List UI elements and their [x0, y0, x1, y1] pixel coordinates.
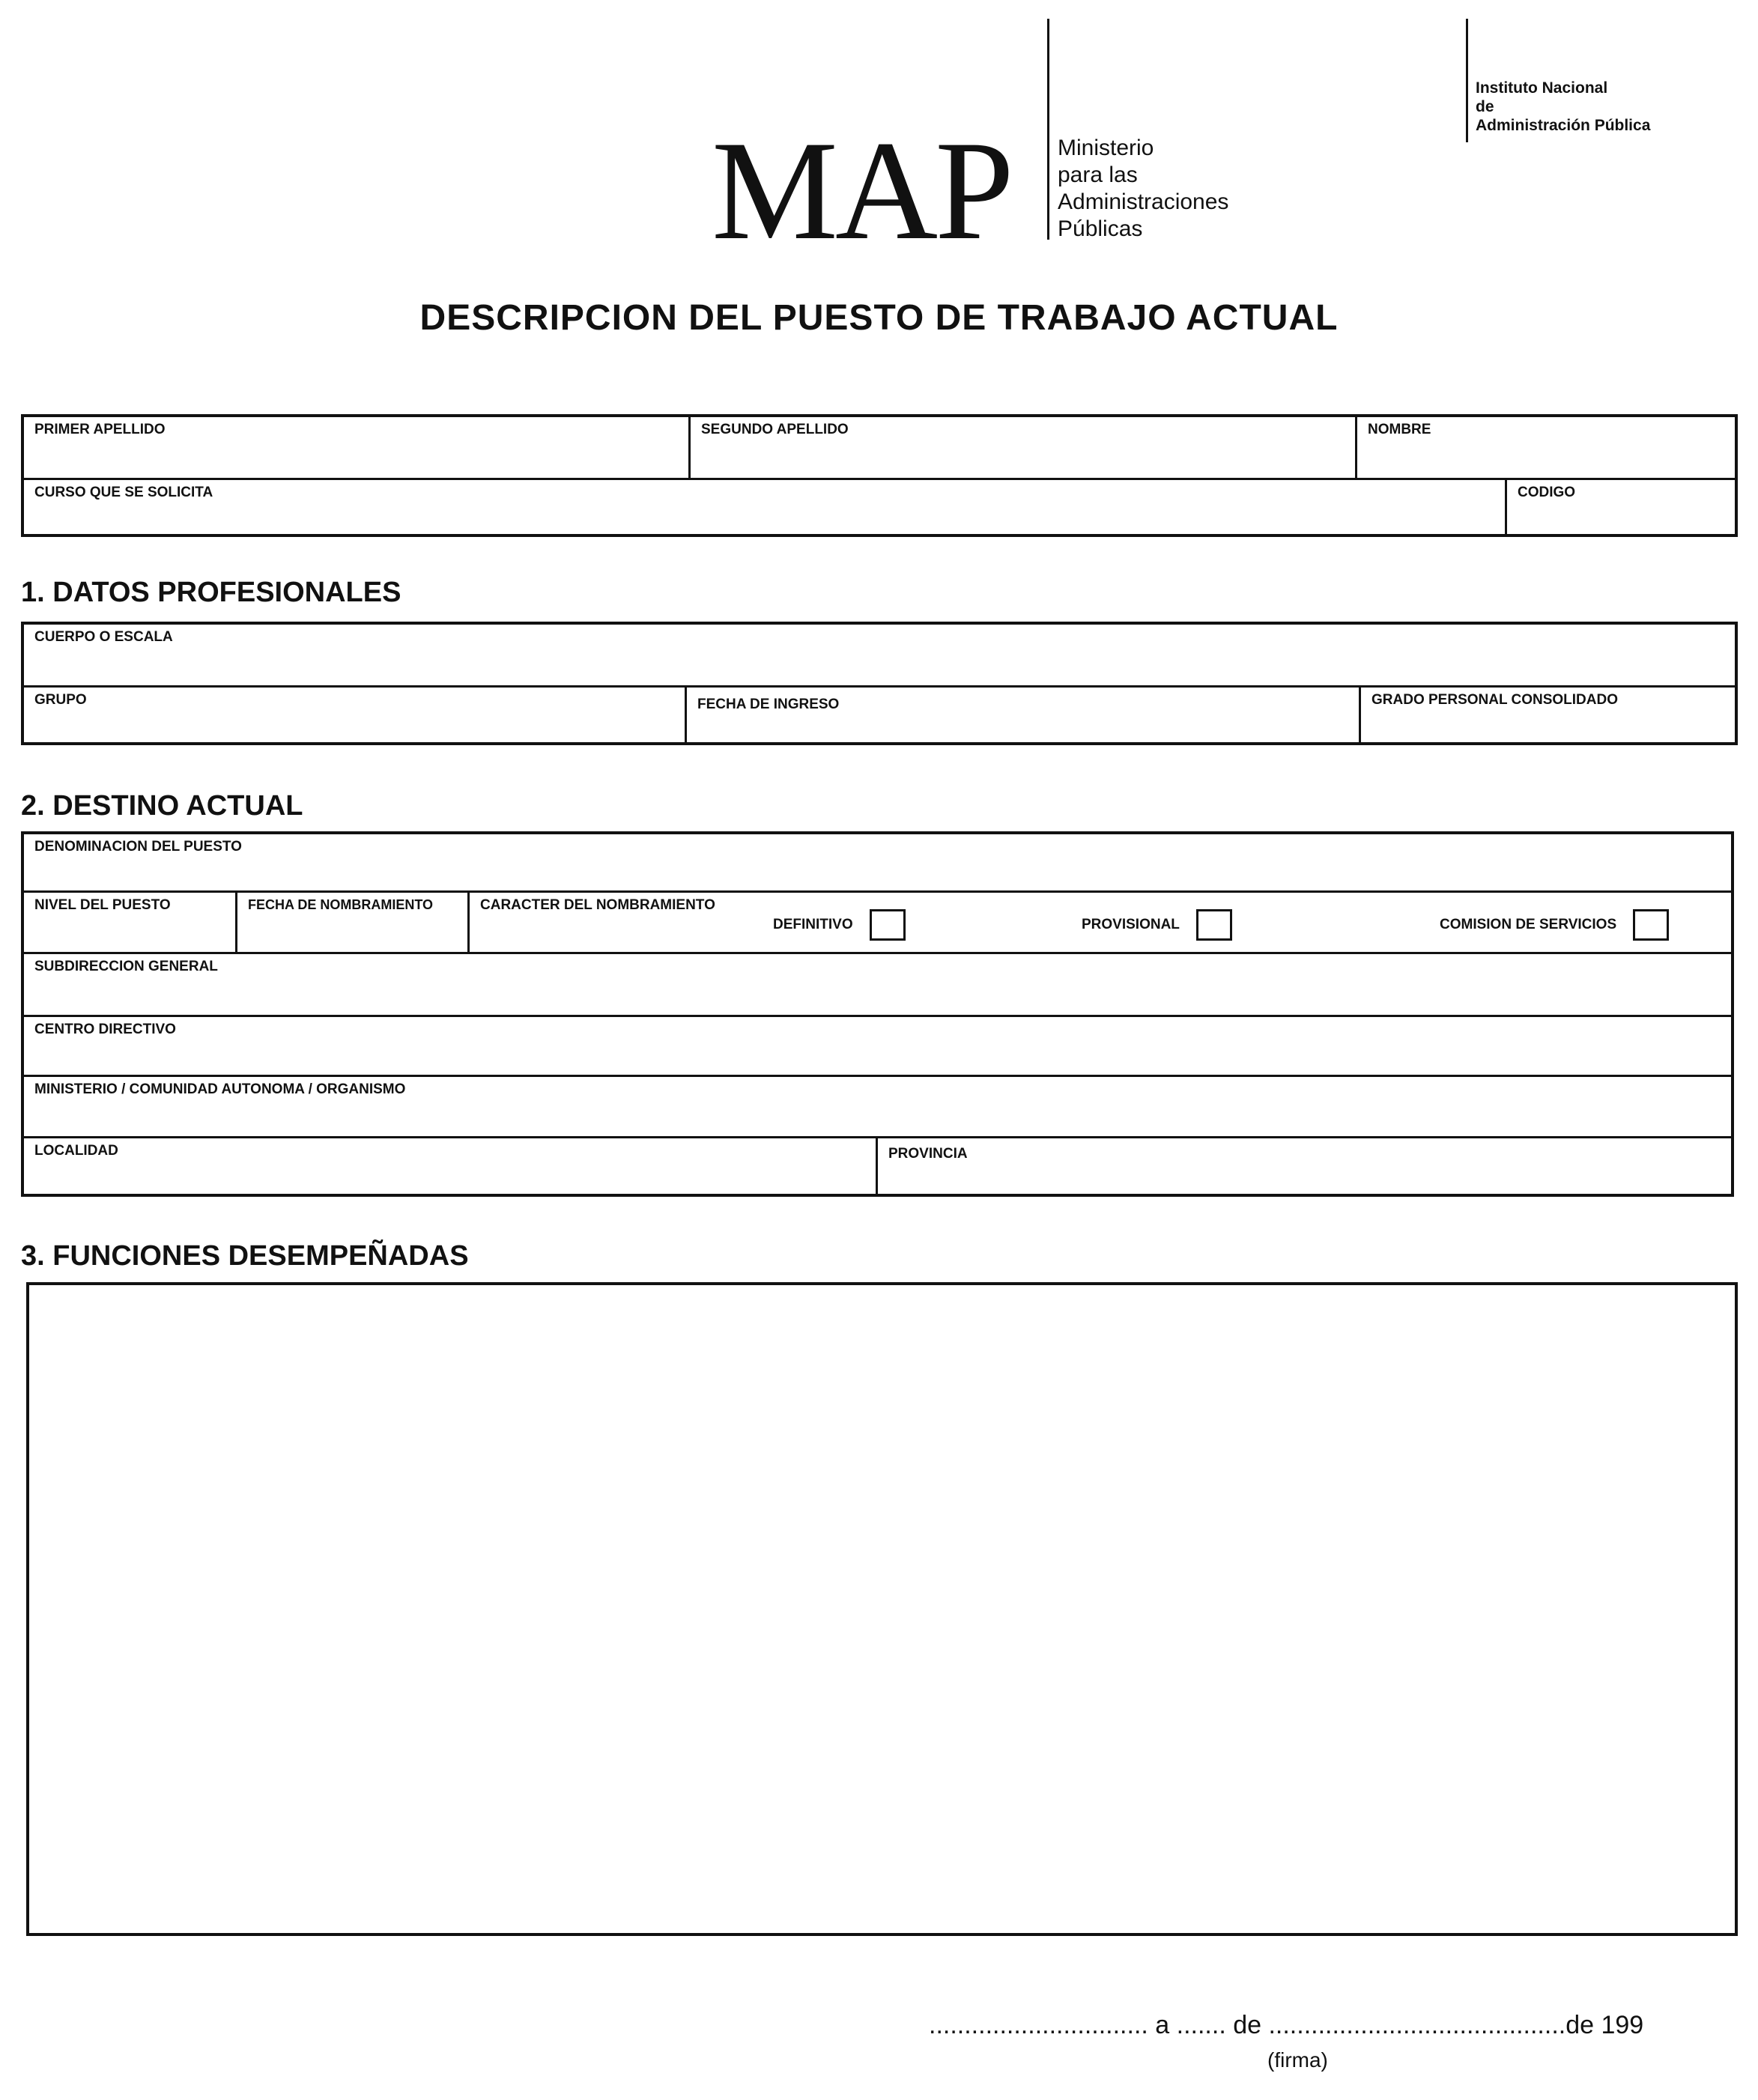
subdireccion-row	[24, 954, 1731, 1017]
institute-name	[1476, 79, 1650, 135]
curso-label: CURSO QUE SE SOLICITA	[34, 485, 213, 500]
nombre-label: NOMBRE	[1368, 422, 1431, 437]
ministry-line: Públicas	[1058, 216, 1143, 241]
fecha-ingreso-field[interactable]	[687, 688, 1361, 743]
section-heading-datos-profesionales: 1. DATOS PROFESIONALES	[21, 577, 401, 608]
grupo-label: GRUPO	[34, 692, 87, 708]
subdireccion-field[interactable]	[24, 954, 1731, 1015]
definitivo-label: DEFINITIVO	[773, 917, 853, 932]
primer-apellido-label: PRIMER APELLIDO	[34, 422, 166, 437]
ministerio-label: MINISTERIO / COMUNIDAD AUTONOMA / ORGANISMO	[34, 1081, 406, 1097]
curso-row	[24, 480, 1735, 535]
subdireccion-label: SUBDIRECCION GENERAL	[34, 959, 218, 974]
names-row	[24, 417, 1735, 480]
caracter-nombramiento-field	[470, 893, 1731, 952]
centro-row	[24, 1017, 1731, 1077]
logo-divider-inap	[1466, 19, 1468, 142]
fecha-nombramiento-field[interactable]	[237, 893, 470, 952]
option-provisional	[1082, 909, 1232, 941]
ministry-line: Administraciones	[1058, 189, 1229, 214]
localidad-field[interactable]	[24, 1138, 878, 1194]
primer-apellido-field[interactable]	[24, 417, 691, 478]
cuerpo-escala-field[interactable]	[24, 625, 1735, 685]
institute-line: Administración Pública	[1476, 117, 1651, 134]
localidad-label: LOCALIDAD	[34, 1143, 118, 1159]
personal-data-box	[21, 414, 1738, 537]
ministry-line: para las	[1058, 163, 1138, 187]
option-comision-servicios	[1440, 909, 1669, 941]
denominacion-label: DENOMINACION DEL PUESTO	[34, 839, 242, 855]
ministry-name	[1058, 135, 1228, 243]
map-logo: MAP	[712, 112, 1011, 270]
segundo-apellido-label: SEGUNDO APELLIDO	[701, 422, 849, 437]
grado-personal-field[interactable]	[1361, 688, 1735, 743]
codigo-field[interactable]	[1507, 480, 1735, 535]
denominacion-field[interactable]	[24, 834, 1731, 890]
section-heading-destino-actual: 2. DESTINO ACTUAL	[21, 790, 303, 822]
logo-divider-map	[1047, 19, 1049, 240]
cuerpo-row	[24, 625, 1735, 688]
segundo-apellido-field[interactable]	[691, 417, 1357, 478]
option-definitivo	[773, 909, 906, 941]
provincia-field[interactable]	[878, 1138, 1731, 1194]
provisional-label: PROVISIONAL	[1082, 917, 1180, 932]
definitivo-checkbox[interactable]	[870, 909, 906, 941]
institute-line: Instituto Nacional	[1476, 79, 1608, 97]
nivel-puesto-field[interactable]	[24, 893, 237, 952]
grupo-row	[24, 688, 1735, 743]
codigo-label: CODIGO	[1518, 485, 1576, 500]
destino-actual-box	[21, 831, 1734, 1197]
fecha-nombramiento-label: FECHA DE NOMBRAMIENTO	[248, 897, 433, 912]
caracter-nombramiento-label: CARACTER DEL NOMBRAMIENTO	[480, 897, 715, 913]
datos-profesionales-box	[21, 622, 1738, 745]
grado-personal-label: GRADO PERSONAL CONSOLIDADO	[1371, 692, 1619, 708]
funciones-textarea[interactable]	[26, 1282, 1738, 1936]
comision-servicios-checkbox[interactable]	[1633, 909, 1669, 941]
comision-servicios-label: COMISION DE SERVICIOS	[1440, 917, 1617, 932]
denominacion-row	[24, 834, 1731, 893]
localidad-row	[24, 1138, 1731, 1194]
curso-field[interactable]	[24, 480, 1507, 535]
grupo-field[interactable]	[24, 688, 687, 743]
institute-line: de	[1476, 98, 1494, 115]
section-heading-funciones: 3. FUNCIONES DESEMPEÑADAS	[21, 1240, 469, 1272]
ministry-line: Ministerio	[1058, 136, 1154, 160]
document-title: DESCRIPCION DEL PUESTO DE TRABAJO ACTUAL	[419, 298, 1339, 338]
provincia-label: PROVINCIA	[888, 1146, 968, 1162]
cuerpo-escala-label: CUERPO O ESCALA	[34, 629, 173, 645]
centro-directivo-label: CENTRO DIRECTIVO	[34, 1022, 176, 1037]
ministerio-field[interactable]	[24, 1077, 1731, 1136]
nivel-row	[24, 893, 1731, 954]
provisional-checkbox[interactable]	[1196, 909, 1232, 941]
ministerio-row	[24, 1077, 1731, 1138]
firma-label: (firma)	[1267, 2048, 1328, 2072]
place-date-line: ............................... a ....... de ..........................................de 199	[929, 2011, 1644, 2039]
fecha-ingreso-label: FECHA DE INGRESO	[697, 697, 840, 712]
centro-directivo-field[interactable]	[24, 1017, 1731, 1075]
nivel-puesto-label: NIVEL DEL PUESTO	[34, 897, 171, 913]
nombre-field[interactable]	[1357, 417, 1735, 478]
